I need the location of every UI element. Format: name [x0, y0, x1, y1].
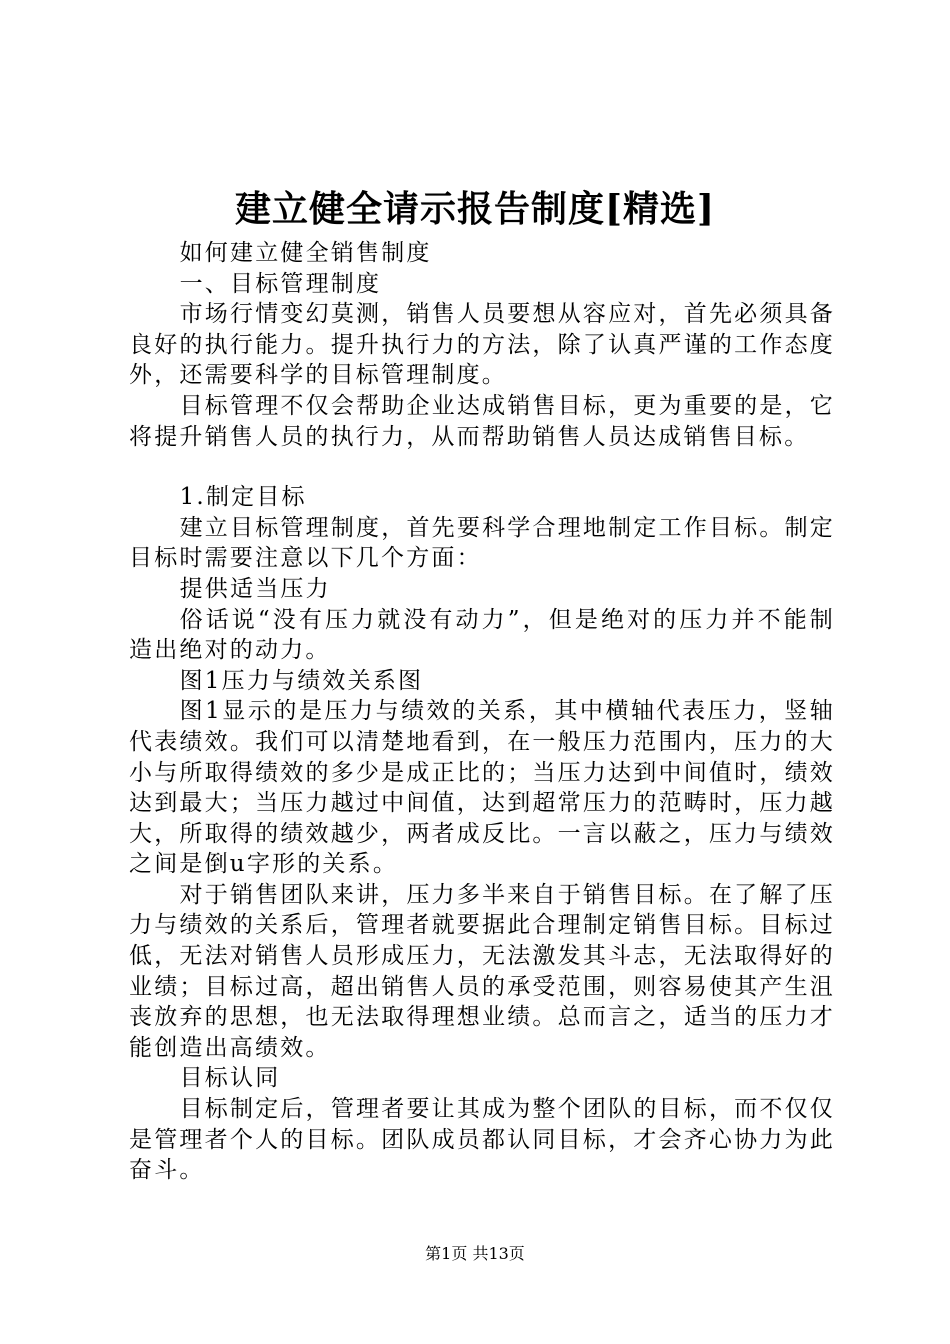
- paragraph: 对于销售团队来讲，压力多半来自于销售目标。在了解了压力与绩效的关系后，管理者就要据此合理制定销售目标。目标过低，无法对销售人员形成压力，无法激发其斗志，无法取得好的业绩；目标过高，超出销售人员的承受范围，则容易使其产生沮丧放弃的思想，也无法取得理想业绩。总而言之，适当的压力才能创造出高绩效。: [129, 881, 835, 1061]
- paragraph-spacer: [129, 452, 835, 482]
- section-heading: 一、目标管理制度: [179, 270, 382, 297]
- document-body: [129, 238, 835, 1186]
- subsection-heading: 提供适当压力: [179, 575, 331, 602]
- paragraph: 俗话说“没有压力就没有动力”，但是绝对的压力并不能制造出绝对的动力。: [129, 606, 835, 664]
- document-title: 建立健全请示报告制度[精选]: [234, 188, 716, 230]
- page-number-footer: 第1页 共13页: [425, 1244, 525, 1263]
- subsection-heading: 1.制定目标: [179, 484, 307, 511]
- paragraph: 目标制定后，管理者要让其成为整个团队的目标，而不仅仅是管理者个人的目标。团队成员都认同目标，才会齐心协力为此奋斗。: [129, 1096, 835, 1184]
- paragraph: 图1显示的是压力与绩效的关系，其中横轴代表压力，竖轴代表绩效。我们可以清楚地看到，在一般压力范围内，压力的大小与所取得绩效的多少是成正比的；当压力达到中间值时，绩效达到最大；当压力越过中间值，达到超常压力的范畴时，压力越大，所取得的绩效越少，两者成反比。一言以蔽之，压力与绩效之间是倒u字形的关系。: [129, 698, 835, 878]
- paragraph: 市场行情变幻莫测，销售人员要想从容应对，首先必须具备良好的执行能力。提升执行力的方法，除了认真严谨的工作态度外，还需要科学的目标管理制度。: [129, 301, 835, 389]
- subsection-heading: 目标认同: [179, 1065, 281, 1092]
- figure-caption: 图1压力与绩效关系图: [179, 667, 424, 694]
- paragraph: 目标管理不仅会帮助企业达成销售目标，更为重要的是，它将提升销售人员的执行力，从而帮助销售人员达成销售目标。: [129, 392, 835, 450]
- paragraph-heading: 如何建立健全销售制度: [179, 240, 432, 266]
- paragraph: 建立目标管理制度，首先要科学合理地制定工作目标。制定目标时需要注意以下几个方面：: [129, 514, 835, 572]
